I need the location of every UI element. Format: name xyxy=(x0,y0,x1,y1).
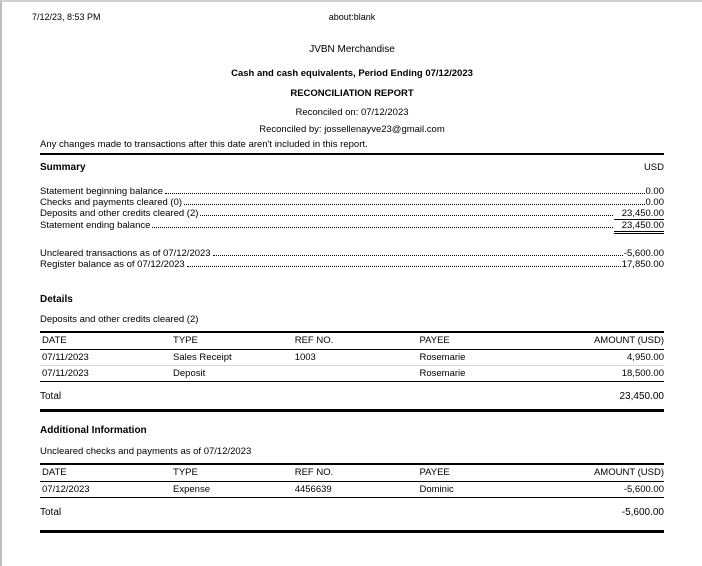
report-title: RECONCILIATION REPORT xyxy=(290,88,414,99)
column-header-type: TYPE xyxy=(171,464,293,482)
cell-refno: 1003 xyxy=(293,350,418,366)
summary-row-value: 0.00 xyxy=(645,197,664,208)
summary-row-register-balance xyxy=(40,259,664,270)
dotted-leader xyxy=(165,186,644,194)
report-period: Cash and cash equivalents, Period Ending 07/12/2023 xyxy=(231,68,473,79)
summary-row-label: Uncleared transactions as of 07/12/2023 xyxy=(40,248,211,259)
summary-row-label: Checks and payments cleared (0) xyxy=(40,197,183,208)
dotted-leader xyxy=(184,197,644,205)
dotted-leader xyxy=(187,259,621,267)
cell-payee: Rosemarie xyxy=(418,366,543,382)
column-header-refno: REF NO. xyxy=(293,332,418,350)
additional-info-heading: Additional Information xyxy=(40,425,147,436)
summary-row-value: 23,450.00 xyxy=(614,221,664,234)
cell-amount: 18,500.00 xyxy=(542,366,664,382)
column-header-refno: REF NO. xyxy=(293,464,418,482)
column-header-date: DATE xyxy=(40,464,171,482)
print-timestamp: 7/12/23, 8:53 PM xyxy=(32,12,101,22)
report-header xyxy=(2,44,702,135)
cell-amount: -5,600.00 xyxy=(542,482,664,498)
summary-row-uncleared xyxy=(40,248,664,259)
summary-row-ending-balance xyxy=(40,220,664,234)
additional-info-table xyxy=(40,463,664,498)
summary-row-value: -5,600.00 xyxy=(623,248,664,259)
dotted-leader xyxy=(152,220,612,228)
cell-date: 07/12/2023 xyxy=(40,482,171,498)
column-header-date: DATE xyxy=(40,332,171,350)
summary-heading: Summary xyxy=(40,162,86,173)
details-total-row xyxy=(40,382,664,409)
summary-row-deposits-cleared xyxy=(40,208,664,220)
cell-date: 07/11/2023 xyxy=(40,350,171,366)
cell-type: Deposit xyxy=(171,366,293,382)
cell-date: 07/11/2023 xyxy=(40,366,171,382)
additional-info-subtitle: Uncleared checks and payments as of 07/12/2023 xyxy=(40,446,252,457)
cell-type: Expense xyxy=(171,482,293,498)
summary-section xyxy=(40,162,664,270)
cell-refno xyxy=(293,366,418,382)
cell-refno: 4456639 xyxy=(293,482,418,498)
cell-payee: Rosemarie xyxy=(418,350,543,366)
reconciled-by: Reconciled by: jossellenayve23@gmail.com xyxy=(259,124,445,135)
summary-row-value: 23,450.00 xyxy=(614,209,664,220)
column-header-amount: AMOUNT (USD) xyxy=(542,464,664,482)
report-body xyxy=(2,139,702,533)
total-label: Total xyxy=(40,391,62,402)
column-header-amount: AMOUNT (USD) xyxy=(542,332,664,350)
company-name: JVBN Merchandise xyxy=(309,44,395,55)
table-row xyxy=(40,482,664,498)
table-row xyxy=(40,366,664,382)
cell-payee: Dominic xyxy=(418,482,543,498)
column-header-payee: PAYEE xyxy=(418,464,543,482)
summary-row-label: Statement beginning balance xyxy=(40,186,164,197)
summary-row-label: Deposits and other credits cleared (2) xyxy=(40,208,199,219)
column-header-type: TYPE xyxy=(171,332,293,350)
disclaimer-text: Any changes made to transactions after this date aren't included in this report. xyxy=(40,139,664,155)
summary-row-value: 17,850.00 xyxy=(621,259,664,270)
dotted-leader xyxy=(213,248,623,256)
table-header-row xyxy=(40,464,664,482)
dotted-leader xyxy=(200,208,612,216)
currency-label: USD xyxy=(643,162,664,173)
print-page-title: about:blank xyxy=(328,12,376,22)
summary-row-label: Statement ending balance xyxy=(40,220,151,231)
additional-total-row xyxy=(40,498,664,530)
additional-info-section xyxy=(40,425,664,533)
table-header-row xyxy=(40,332,664,350)
print-header xyxy=(2,2,702,23)
table-row xyxy=(40,350,664,366)
reconciled-on: Reconciled on: 07/12/2023 xyxy=(295,107,409,118)
cell-type: Sales Receipt xyxy=(171,350,293,366)
total-value: 23,450.00 xyxy=(619,391,664,402)
cell-amount: 4,950.00 xyxy=(542,350,664,366)
summary-row-beginning-balance xyxy=(40,186,664,197)
total-value: -5,600.00 xyxy=(621,507,664,518)
details-heading: Details xyxy=(40,294,73,305)
details-section xyxy=(40,294,664,412)
summary-row-checks-cleared xyxy=(40,197,664,208)
summary-row-value: 0.00 xyxy=(645,186,664,197)
summary-row-label: Register balance as of 07/12/2023 xyxy=(40,259,185,270)
column-header-payee: PAYEE xyxy=(418,332,543,350)
details-table xyxy=(40,331,664,382)
details-subtitle: Deposits and other credits cleared (2) xyxy=(40,314,199,325)
total-label: Total xyxy=(40,507,62,518)
